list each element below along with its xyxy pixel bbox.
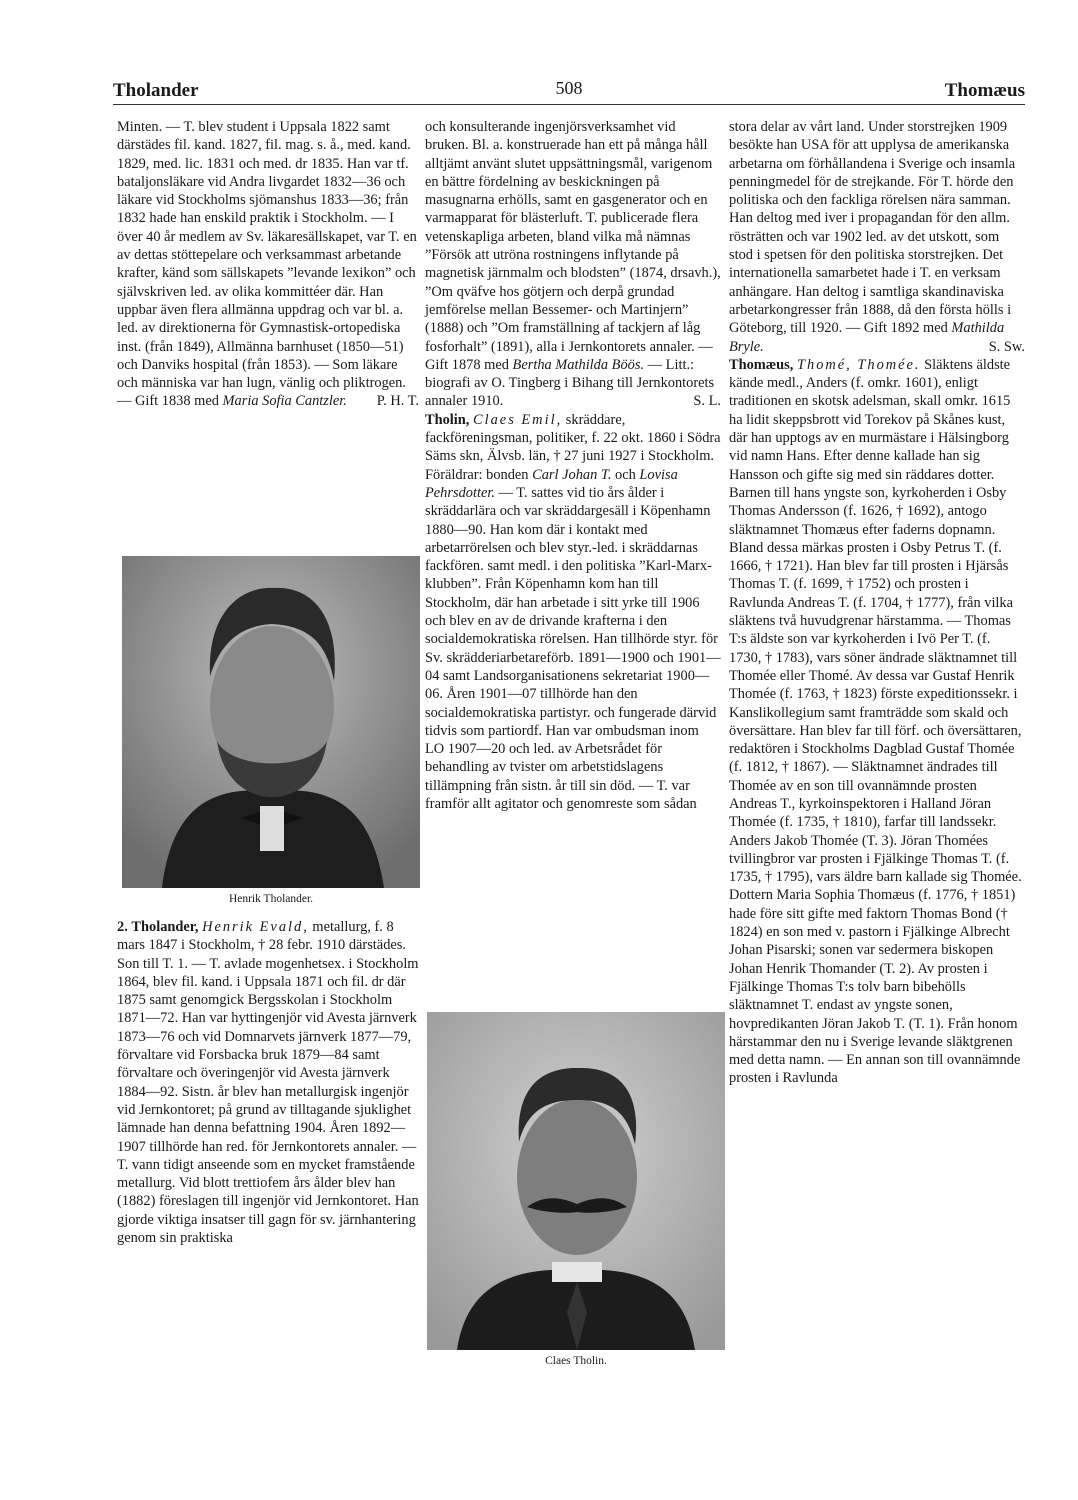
- portrait-henrik-tholander: [122, 556, 420, 888]
- page-number: 508: [555, 78, 583, 98]
- page-header: [113, 74, 1025, 105]
- running-head-right: Thomæus: [944, 80, 1025, 101]
- entry-tholander-2: 2. Tholander, Henrik Evald, metallurg, f. 8 mars 1847 i Stockholm, † 28 febr. 1910 därstädes. Son till T. 1. — T. avlade mogenhetsex. i Stockholm 1864, blev fil. kand. i Uppsala 1871 och fil. dr där 1875 samt genomgick Bergsskolan i Stockholm 1871—72. Han var hyttingenjör vid Avesta järnverk 1873—76 och vid Domnarvets järnverk 1877—79, förvaltare vid Forsbacka bruk 1879—84 samt förvaltare och överingenjör vid Avesta järnverk 1884—92. Sistn. år blev han metallurgisk ingenjör vid Jernkontoret; på grund av tilltagande sjuklighet lämnade han denna befattning 1904. Åren 1892—1907 tillhörde han red. för Jernkontorets annaler. — T. vann tidigt anseende som en mycket framstående metallurg. Vid blott trettiofem års ålder blev han (1882) föreslagen till ingenjör vid Jernkontoret. Han gjorde viktiga insatser till gagn för sv. järnhantering genom sin praktiska: [117, 919, 419, 1247]
- entry-tholander-1-end: Minten. — T. blev student i Uppsala 1822 samt därstädes fil. kand. 1827, fil. mag. s. å., med. kand. 1829, med. lic. 1831 och med. dr 1835. Han var tf. bataljonsläkare vid Andra livgardet 1832—36 och läkare vid Stockholms sjömanshus 1833—36; från 1832 hade han enskild praktik i Stockholm. — I över 40 år medlem av Sv. läkaresällskapet, var T. en av dettas stöttepelare och verksammast arbetande krafter, känd som sällskapets ”levande lexikon” och självskriven led. av olika kommittéer där. Han uppbar även flera allmänna uppdrag och var bl. a. led. av direktionerna för Gymnastisk-ortopediska inst. (från 1849), Allmänna barnhuset (1850—51) och Danviks hospital (från 1853). — Som läkare och människa var han lugn, vänlig och pliktrogen. — Gift 1838 med Maria Sofia Cantzler. P. H. T.: [117, 119, 419, 410]
- entry-tholin: Tholin, Claes Emil, skräddare, fackföreningsman, politiker, f. 22 okt. 1860 i Södra Säms skn, Älvsb. län, † 27 juni 1927 i Stockholm. Föräldrar: bonden Carl Johan T. och Lovisa Pehrsdotter. — T. sattes vid tio års ålder i skräddarlära och var skräddargesäll i Köpenhamn 1880—90. Han kom där i kontakt med arbetarrörelsen och blev styr.-led. i skräddarnas fackfören. samt medl. i den politiska ”Karl-Marx-klubben”. Från Köpenhamn kom han till Stockholm, där han arbetade i sitt yrke till 1906 och blev en av de drivande krafterna i den socialdemokratiska rörelsen. Han tillhörde styr. för Sv. skrädderiarbetareförb. 1891—1900 och 1901—04 samt Landsorganisationens sekretariat 1900—06. Åren 1901—07 tillhörde han den socialdemokratiska partistyr. och fungerade därvid tidvis som partiordf. Han var ombudsman inom LO 1907—20 och led. av Arbetsrådet för behandling av tvister om arbetstidslagens tillämpning från sistn. år till sin död. — T. var framför allt agitator och genomreste som sådan: [425, 411, 721, 812]
- entry-thomaeus: Thomæus, Thomé, Thomée. Släktens äldste kände medl., Anders (f. omkr. 1601), enligt traditionen en skotsk adelsman, skall omkr. 1615 ha lidit skeppsbrott vid Torekov på Skånes kust, där han upptogs av en murmästare i Hälsingborg vid namn Hans. Efter denne kallade han sig Hansson och gifte sig med sin räddares dotter. Barnen till hans yngste son, kyrkoherden i Osby Thomas Andersson (f. 1626, † 1692), antogo släktnamnet Thomæus efter faderns dopnamn. Bland dessa märkas prosten i Osby Petrus T. (f. 1666, † 1721). Han blev far till prosten i Hjärsås Thomas T. (f. 1699, † 1752) och prosten i Ravlunda Andreas T. (f. 1704, † 1777), från vilka släktens två huvudgrenar härstamma. — Thomas T:s äldste son var kyrkoherden i Ivö Per T. (f. 1730, † 1783), vars söner ändrade släktnamnet till Thomée eller Thomé. Av dessa var Gustaf Henrik Thomée (f. 1763, † 1823) förste expeditionssekr. i Kanslikollegium samt framträdde som skald och översättare. Han blev far till förf. och översättaren, redaktören i Stockholms Dagblad Gustaf Thomée (f. 1812, † 1867). — Släktnamnet ändrades till Thomée av en son till ovannämnde prosten Andreas T., kyrkoinspektoren i Halland Jöran Thomée (f. 1735, † 1810), farfar till landssekr. Anders Jakob Thomée (T. 3). Jöran Thomées tvillingbror var prosten i Fjälkinge Thomas T. (f. 1735, † 1795), vars äldre barn kallade sig Thomée. Dottern Maria Sophia Thomæus (f. 1776, † 1851) hade före sitt gifte med faktorn Thomas Bond († 1824) en son med v. pastorn i Fjälkinge Albrecht Johan Pisarski; sonen var sedermera biskopen Johan Henrik Thomander (T. 2). Av prosten i Fjälkinge Thomas T:s tolv barn bibehölls släktnamnet T. endast av yngste sonen, hovpredikanten Jöran Jakob T. (T. 1). Från honom härstammar den nu i Sverige levande släktgrenen med detta namn. — En annan son till ovannämnde prosten i Ravlunda: [729, 356, 1022, 1087]
- portrait-claes-tholin: [427, 1012, 725, 1350]
- column-3: [729, 118, 1025, 1088]
- running-head-left: Tholander: [113, 80, 199, 101]
- entry-tholin-end: stora delar av vårt land. Under storstrejken 1909 besökte han USA för att upplysa de amerikanska arbetarna om förhållandena i Sverige och insamla penningmedel för de strejkande. För T. hörde den politiska och den fackliga rörelsen nära samman. Han deltog med iver i propagandan för den allm. rösträtten och var 1902 led. av det utskott, som stod i spetsen för den politiska storstrejken. Det internationella samarbetet hade i T. en verksam anhängare. Han deltog i samtliga skandinaviska arbetarkongresser från 1888, då den första hölls i Göteborg, till 1920. — Gift 1892 med Mathilda Bryle. S. Sw.: [729, 119, 1025, 355]
- photo-caption-claes: Claes Tholin.: [545, 1355, 607, 1367]
- author-signature: S. Sw.: [988, 338, 1025, 355]
- column-1: [117, 118, 419, 411]
- column-1-lower: [117, 918, 419, 1247]
- column-2: [425, 118, 721, 813]
- photo-caption-henrik: Henrik Tholander.: [228, 893, 314, 905]
- entry-tholander-2-end: och konsulterande ingenjörsverksamhet vid bruken. Bl. a. konstruerade han ett på många håll alltjämt använt slutet uppsättningsmål, varigenom en bättre fördelning av beskickningen på masugnarna erhölls, samt en gasgenerator och en varmapparat för blästerluft. T. publicerade flera vetenskapliga arbeten, bland vilka må nämnas ”Försök att utröna rostningens inflytande på magnetisk järnmalm och blodsten” (1874, drsavh.), ”Om qväfve hos götjern och derpå grundad jemförelse mellan Bessemer- och Martinjern” (1888) och ”Om framställning af tackjern af låg fosforhalt” (1891), alla i Jernkontorets annaler. — Gift 1878 med Bertha Mathilda Böös. — Litt.: biografi av O. Tingberg i Bihang till Jernkontorets annaler 1910. S. L.: [425, 119, 721, 410]
- author-signature: P. H. T.: [376, 393, 419, 410]
- author-signature: S. L.: [693, 393, 721, 410]
